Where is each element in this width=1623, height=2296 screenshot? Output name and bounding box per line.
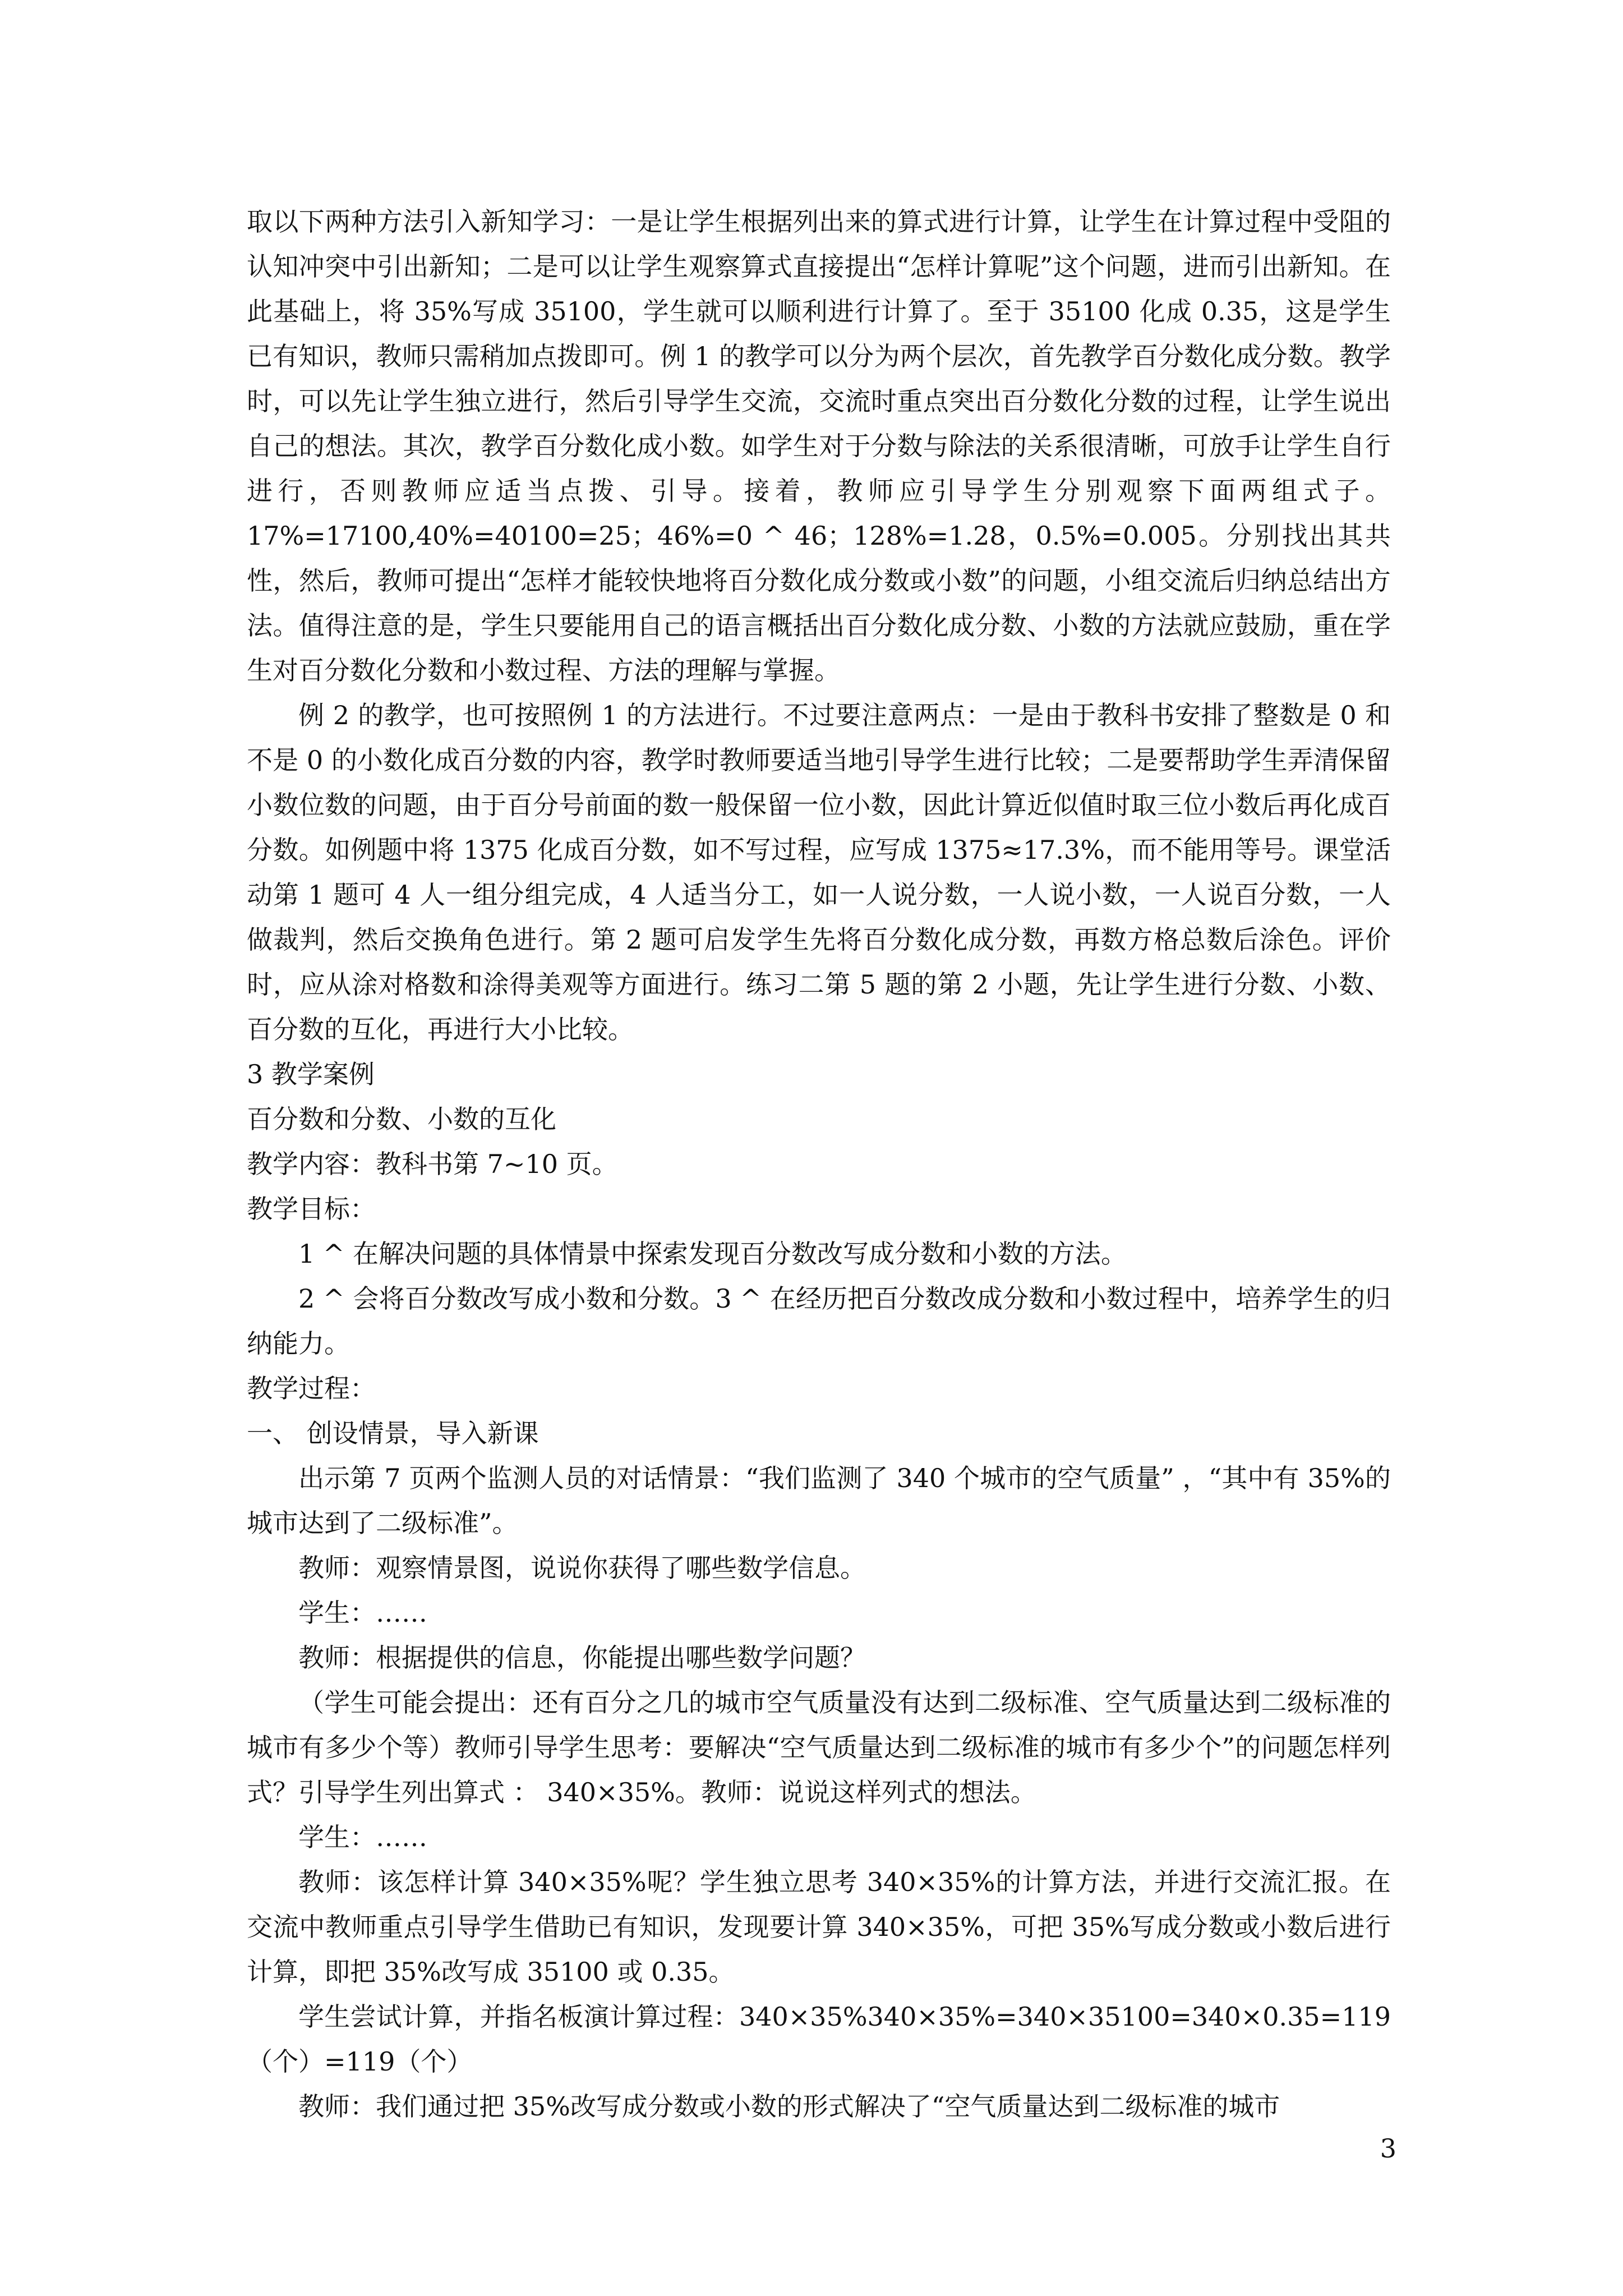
teaching-goals-heading: 教学目标： <box>247 1194 376 1224</box>
paragraph-teacher-summary: 教师：我们通过把 35%改写成分数或小数的形式解决了“空气质量达到二级标准的城市 <box>298 2091 1280 2122</box>
paragraph-intro-methods: 取以下两种方法引入新知学习：一是让学生根据列出来的算式进行计算，让学生在计算过程中受阻的认知冲突中引出新知；二是可以让学生观察算式直接提出“怎样计算呢”这个问题，进而引出新知。在此基础上，将 35%写成 35100，学生就可以顺利进行计算了。至于 35100 化成 0.35，这是学生已有知识，教师只需稍加点拨即可。例 1 的教学可以分为两个层次，首先教学百分数化成分数。教学时，可以先让学生独立进行，然后引导学生交流，交流时重点突出百分数化分数的过程，让学生说出自己的想法。其次，教学百分数化成小数。如学生对于分数与除法的关系很清晰，可放手让学生自行进行，否则教师应适当点拨、引导。接着，教师应引导学生分别观察下面两组式子。17%=17100,40%=40100=25；46%=0 ^ 46；128%=1.28，0.5%=0.005。分别找出其共性，然后，教师可提出“怎样才能较快地将百分数化成分数或小数”的问题，小组交流后归纳总结出方法。值得注意的是，学生只要能用自己的语言概括出百分数化成分数、小数的方法就应鼓励，重在学生对百分数化分数和小数过程、方法的理解与掌握。 <box>247 206 1391 685</box>
teaching-process-heading: 教学过程： <box>247 1373 376 1404</box>
goal-1: 1 ^ 在解决问题的具体情景中探索发现百分数改写成分数和小数的方法。 <box>298 1239 1127 1269</box>
lesson-title: 百分数和分数、小数的互化 <box>247 1104 556 1134</box>
paragraph-student-questions: （学生可能会提出：还有百分之几的城市空气质量没有达到二级标准、空气质量达到二级标准的城市有多少个等）教师引导学生思考：要解决“空气质量达到二级标准的城市有多少个”的问题怎样列式？引导学生列出算式 ： 340×35%。教师：说说这样列式的想法。 <box>247 1687 1391 1807</box>
paragraph-teacher-calc: 教师：该怎样计算 340×35%呢？学生独立思考 340×35%的计算方法，并进行交流汇报。在交流中教师重点引导学生借助已有知识，发现要计算 340×35%，可把 35%写成分数或小数后进行计算，即把 35%改写成 35100 或 0.35。 <box>247 1867 1391 1987</box>
paragraph-show-dialogue: 出示第 7 页两个监测人员的对话情景：“我们监测了 340 个城市的空气质量” ，“其中有 35%的城市达到了二级标准”。 <box>247 1463 1391 1538</box>
teaching-content: 教学内容：教科书第 7~10 页。 <box>247 1149 618 1179</box>
step-1-heading: 一、 创设情景，导入新课 <box>247 1418 539 1448</box>
goal-2-3: 2 ^ 会将百分数改写成小数和分数。3 ^ 在经历把百分数改成分数和小数过程中，培养学生的归纳能力。 <box>247 1283 1391 1359</box>
paragraph-student-2: 学生：…… <box>298 1822 427 1852</box>
section-heading-teaching-case: 3 教学案例 <box>247 1059 375 1089</box>
page-number: 3 <box>1380 2133 1396 2164</box>
paragraph-student-try: 学生尝试计算，并指名板演计算过程：340×35%340×35%=340×35100=340×0.35=119（个）=119（个） <box>247 2001 1391 2077</box>
paragraph-example-2: 例 2 的教学，也可按照例 1 的方法进行。不过要注意两点：一是由于教科书安排了整数是 0 和不是 0 的小数化成百分数的内容，教学时教师要适当地引导学生进行比较；二是要帮助学生弄清保留小数位数的问题，由于百分号前面的数一般保留一位小数，因此计算近似值时取三位小数后再化成百分数。如例题中将 1375 化成百分数，如不写过程，应写成 1375≈17.3%，而不能用等号。课堂活动第 1 题可 4 人一组分组完成，4 人适当分工，如一人说分数，一人说小数，一人说百分数，一人做裁判，然后交换角色进行。第 2 题可启发学生先将百分数化成分数，再数方格总数后涂色。评价时，应从涂对格数和涂得美观等方面进行。练习二第 5 题的第 2 小题，先让学生进行分数、小数、百分数的互化，再进行大小比较。 <box>247 700 1391 1045</box>
paragraph-teacher-observe: 教师：观察情景图，说说你获得了哪些数学信息。 <box>298 1553 866 1583</box>
body-text <box>247 199 1391 2129</box>
paragraph-teacher-question: 教师：根据提供的信息，你能提出哪些数学问题？ <box>298 1642 866 1673</box>
paragraph-student-1: 学生：…… <box>298 1598 427 1628</box>
